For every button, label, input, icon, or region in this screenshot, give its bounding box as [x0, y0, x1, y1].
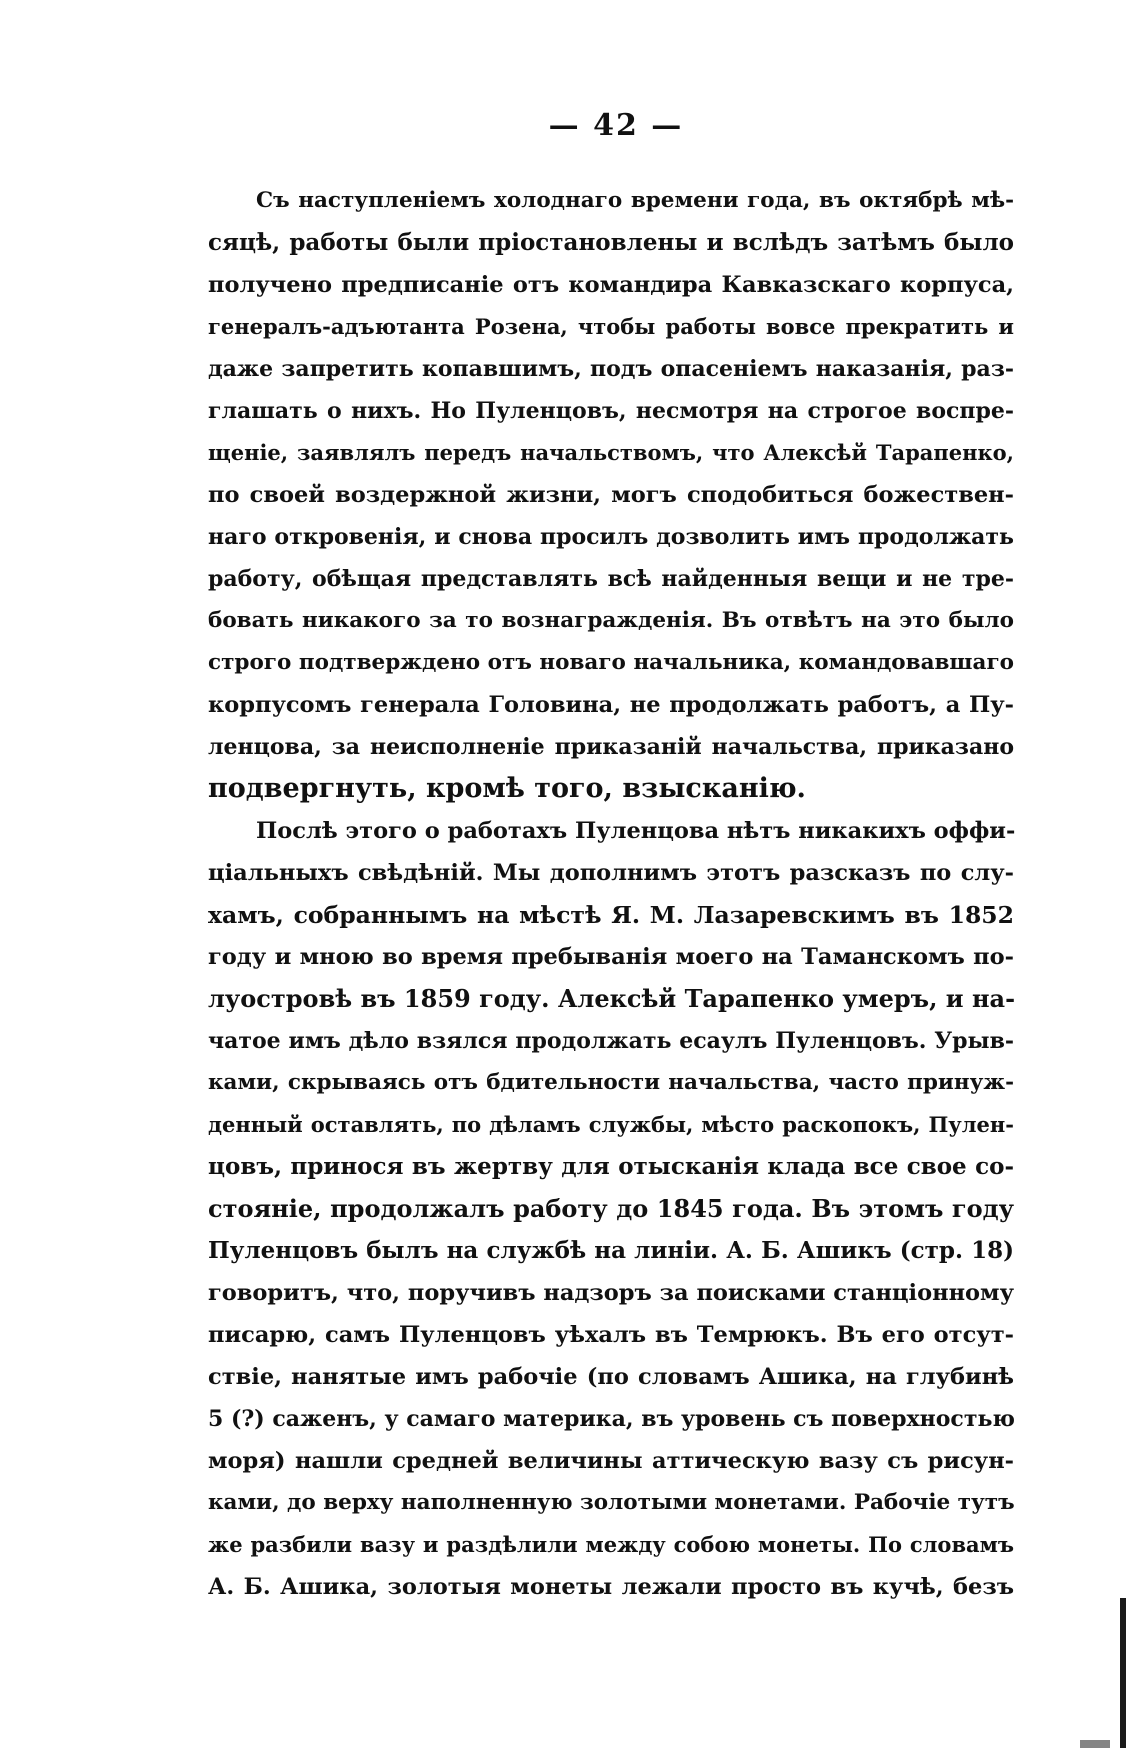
text-line: корпусомъ генерала Головина, не продолжать работъ, а Пу-: [208, 692, 1014, 718]
text-line: ціальныхъ свѣдѣній. Мы дополнимъ этотъ разсказъ по слу-: [208, 860, 1014, 886]
body-text: [208, 180, 1014, 1608]
text-line: говоритъ, что, поручивъ надзоръ за поисками станціонному: [208, 1280, 1014, 1306]
text-line: работу, обѣщая представлять всѣ найденныя вещи и не тре-: [208, 566, 1014, 592]
text-line: сяцѣ, работы были пріостановлены и вслѣдъ затѣмъ было: [208, 229, 1014, 256]
text-line: получено предписаніе отъ командира Кавказскаго корпуса,: [208, 272, 1014, 298]
paragraph: [208, 810, 1014, 1608]
text-line: генералъ-адъютанта Розена, чтобы работы вовсе прекратить и: [208, 314, 1014, 339]
text-line: глашать о нихъ. Но Пуленцовъ, несмотря на строгое воспре-: [208, 398, 1014, 424]
text-line: 5 (?) саженъ, у самаго материка, въ уровень съ поверхностью: [208, 1406, 1015, 1432]
text-line: хамъ, собраннымъ на мѣстѣ Я. М. Лазаревскимъ въ 1852: [208, 901, 1014, 929]
text-line: году и мною во время пребыванія моего на Таманскомъ по-: [208, 944, 1014, 970]
text-line: ками, скрываясь отъ бдительности начальства, часто принуж-: [208, 1070, 1014, 1095]
text-line: луостровѣ въ 1859 году. Алексѣй Тарапенко умеръ, и на-: [208, 984, 1016, 1013]
text-line: даже запретить копавшимъ, подъ опасеніемъ наказанія, раз-: [208, 356, 1014, 382]
text-line: подвергнуть, кромѣ того, взысканію.: [208, 773, 806, 804]
text-line: стояніе, продолжалъ работу до 1845 года. Въ этомъ году: [208, 1194, 1014, 1223]
text-line: цовъ, принося въ жертву для отысканія клада все свое со-: [208, 1153, 1014, 1180]
paragraph: [208, 180, 1014, 810]
text-line: наго откровенія, и снова просилъ дозволить имъ продолжать: [208, 524, 1014, 550]
text-line: Послѣ этого о работахъ Пуленцова нѣтъ никакихъ оффи-: [256, 818, 1016, 844]
page-number: — 42 —: [548, 108, 684, 143]
text-line: писарю, самъ Пуленцовъ уѣхалъ въ Темрюкъ. Въ его отсут-: [208, 1322, 1014, 1348]
text-line: бовать никакого за то вознагражденія. Въ отвѣтъ на это было: [208, 608, 1014, 633]
text-line: моря) нашли средней величины аттическую вазу съ рисун-: [208, 1448, 1014, 1474]
text-line: ленцова, за неисполненіе приказаній начальства, приказано: [208, 734, 1014, 760]
text-line: Съ наступленіемъ холоднаго времени года, въ октябрѣ мѣ-: [256, 188, 1014, 213]
scan-edge-mark: [1120, 1598, 1126, 1748]
text-line: Пуленцовъ былъ на службѣ на линіи. А. Б. Ашикъ (стр. 18): [208, 1237, 1014, 1264]
text-line: ствіе, нанятые имъ рабочіе (по словамъ Ашика, на глубинѣ: [208, 1364, 1014, 1390]
text-line: по своей воздержной жизни, могъ сподобиться божествен-: [208, 482, 1014, 508]
text-line: щеніе, заявлялъ передъ начальствомъ, что Алексѣй Тарапенко,: [208, 440, 1014, 465]
scan-smudge: [1080, 1740, 1110, 1748]
text-line: А. Б. Ашика, золотыя монеты лежали просто въ кучѣ, безъ: [208, 1574, 1014, 1600]
text-line: ками, до верху наполненную золотыми монетами. Рабочіе тутъ: [208, 1490, 1015, 1515]
text-line: чатое имъ дѣло взялся продолжать есаулъ Пуленцовъ. Урыв-: [208, 1028, 1014, 1054]
text-line: строго подтверждено отъ новаго начальника, командовавшаго: [208, 650, 1014, 675]
text-line: денный оставлять, по дѣламъ службы, мѣсто раскопокъ, Пулен-: [208, 1112, 1014, 1137]
text-line: же разбили вазу и раздѣлили между собою монеты. По словамъ: [208, 1532, 1014, 1557]
